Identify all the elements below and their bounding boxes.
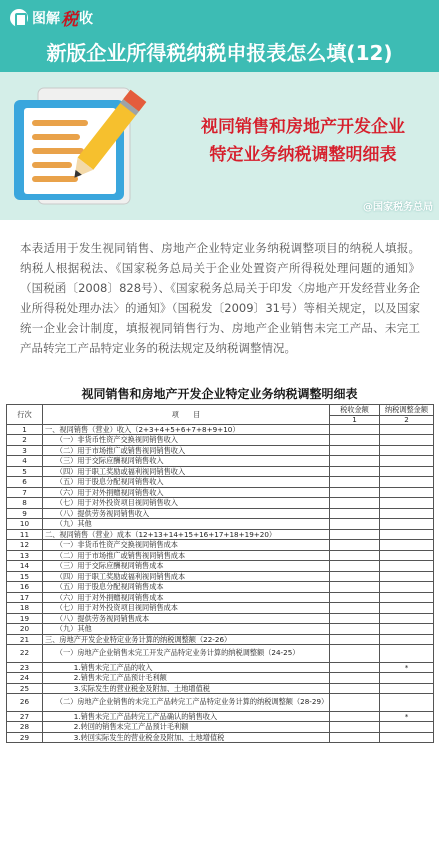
row-item: （七）用于对外投资项目视同销售成本 — [43, 603, 330, 614]
row-tax-amount — [330, 487, 380, 498]
row-number: 20 — [7, 624, 43, 635]
table-row — [7, 634, 434, 645]
table-area — [6, 384, 433, 743]
row-number: 9 — [7, 508, 43, 519]
row-adjust-amount — [380, 613, 434, 624]
row-tax-amount — [330, 445, 380, 456]
row-item: 2.销售未完工产品预计毛利额 — [43, 673, 330, 684]
row-number: 23 — [7, 662, 43, 673]
row-adjust-amount — [380, 498, 434, 509]
row-number: 15 — [7, 571, 43, 582]
row-number: 28 — [7, 722, 43, 733]
table-row — [7, 550, 434, 561]
row-item: 3.转回实际发生的营业税金及附加、土地增值税 — [43, 732, 330, 743]
row-item: （一）非货币性资产交换视同销售成本 — [43, 540, 330, 551]
row-number: 18 — [7, 603, 43, 614]
table-row — [7, 508, 434, 519]
row-tax-amount — [330, 582, 380, 593]
table-row — [7, 662, 434, 673]
row-number: 13 — [7, 550, 43, 561]
brand-logo — [10, 5, 93, 30]
row-adjust-amount — [380, 466, 434, 477]
table-row — [7, 711, 434, 722]
row-tax-amount — [330, 498, 380, 509]
row-item: 二、视同销售（营业）成本（12+13+14+15+16+17+18+19+20） — [43, 529, 330, 540]
row-number: 26 — [7, 694, 43, 712]
row-tax-amount — [330, 645, 380, 663]
row-tax-amount — [330, 571, 380, 582]
title-band — [0, 30, 439, 72]
row-number: 10 — [7, 519, 43, 530]
row-tax-amount — [330, 732, 380, 743]
row-adjust-amount — [380, 582, 434, 593]
row-adjust-amount — [380, 529, 434, 540]
row-tax-amount — [330, 592, 380, 603]
row-number: 4 — [7, 456, 43, 467]
table-header-row — [7, 405, 434, 416]
row-tax-amount — [330, 683, 380, 694]
table-row — [7, 673, 434, 684]
table-row — [7, 519, 434, 530]
row-adjust-amount — [380, 694, 434, 712]
row-tax-amount — [330, 634, 380, 645]
row-item: （九）其他 — [43, 624, 330, 635]
table-row — [7, 456, 434, 467]
row-number: 7 — [7, 487, 43, 498]
row-adjust-amount — [380, 456, 434, 467]
row-number: 16 — [7, 582, 43, 593]
table-row — [7, 732, 434, 743]
table-row — [7, 592, 434, 603]
row-tax-amount — [330, 529, 380, 540]
row-item: （五）用于股息分配视同销售收入 — [43, 477, 330, 488]
row-item: （八）提供劳务视同销售收入 — [43, 508, 330, 519]
table-row — [7, 561, 434, 572]
row-tax-amount — [330, 466, 380, 477]
row-tax-amount — [330, 477, 380, 488]
row-number: 21 — [7, 634, 43, 645]
row-item: （二）用于市场推广或销售视同销售收入 — [43, 445, 330, 456]
row-adjust-amount — [380, 477, 434, 488]
col-header-adjust: 纳税调整金额 — [380, 405, 434, 416]
row-number: 25 — [7, 683, 43, 694]
row-number: 8 — [7, 498, 43, 509]
row-number: 27 — [7, 711, 43, 722]
row-adjust-amount — [380, 487, 434, 498]
row-adjust-amount — [380, 571, 434, 582]
row-item: 2.转回的销售未完工产品预计毛利额 — [43, 722, 330, 733]
table-row — [7, 613, 434, 624]
row-item: （八）提供劳务视同销售成本 — [43, 613, 330, 624]
table-row — [7, 582, 434, 593]
row-tax-amount — [330, 613, 380, 624]
row-adjust-amount — [380, 732, 434, 743]
row-tax-amount — [330, 624, 380, 635]
row-adjust-amount — [380, 592, 434, 603]
row-adjust-amount — [380, 540, 434, 551]
table-row — [7, 466, 434, 477]
row-tax-amount — [330, 508, 380, 519]
row-item: （一）房地产企业销售未完工开发产品特定业务计算的纳税调整额（24-25） — [43, 645, 330, 663]
row-number: 17 — [7, 592, 43, 603]
row-number: 3 — [7, 445, 43, 456]
logo-suffix: 收 — [79, 10, 93, 27]
row-number: 2 — [7, 435, 43, 446]
row-number: 5 — [7, 466, 43, 477]
row-item: （二）用于市场推广或销售视同销售成本 — [43, 550, 330, 561]
row-item: 1.销售未完工产品转完工产品确认的销售收入 — [43, 711, 330, 722]
watermark: @国家税务总局 — [363, 202, 433, 213]
row-number: 24 — [7, 673, 43, 684]
row-adjust-amount — [380, 634, 434, 645]
row-item: （六）用于对外捐赠视同销售成本 — [43, 592, 330, 603]
logo-badge-icon — [10, 9, 28, 27]
table-row — [7, 529, 434, 540]
table-row — [7, 603, 434, 614]
table-row — [7, 445, 434, 456]
hero-banner — [0, 72, 439, 220]
row-adjust-amount: * — [380, 662, 434, 673]
row-number: 6 — [7, 477, 43, 488]
table-row — [7, 477, 434, 488]
col-index-2: 2 — [380, 415, 434, 424]
row-number: 22 — [7, 645, 43, 663]
row-tax-amount — [330, 561, 380, 572]
row-adjust-amount — [380, 435, 434, 446]
row-item: （二）房地产企业销售的未完工产品转完工产品特定业务计算的纳税调整额（28-29） — [43, 694, 330, 712]
row-item: （四）用于职工奖励或福利视同销售成本 — [43, 571, 330, 582]
intro-paragraph: 本表适用于发生视同销售、房地产企业特定业务纳税调整项目的纳税人填报。纳税人根据税法、《国家税务总局关于企业处置资产所得税处理问题的通知》（国税函〔2008〕828号）、《国家税务总局关于印发〈房地产开发经营业务企业所得税处理办法〉的通知》（国税发〔2009〕31号）等相关规定，以及国家统一企业会计制度，填报视同销售行为、房地产企业销售未完工产品、未完工产品转完工产品特定业务的税法规定及纳税调整情况。 — [20, 241, 420, 355]
table-row — [7, 624, 434, 635]
row-adjust-amount — [380, 603, 434, 614]
row-item: （九）其他 — [43, 519, 330, 530]
row-tax-amount — [330, 722, 380, 733]
page-title: 新版企业所得税纳税申报表怎么填(12) — [46, 40, 393, 65]
table-row — [7, 571, 434, 582]
row-tax-amount — [330, 519, 380, 530]
table-row — [7, 487, 434, 498]
row-tax-amount — [330, 603, 380, 614]
row-item: 三、房地产开发企业特定业务计算的纳税调整额（22-26） — [43, 634, 330, 645]
row-item: （三）用于交际应酬视同销售成本 — [43, 561, 330, 572]
row-adjust-amount — [380, 508, 434, 519]
table-row — [7, 722, 434, 733]
row-item: （四）用于职工奖励或福利视同销售收入 — [43, 466, 330, 477]
row-number: 29 — [7, 732, 43, 743]
row-number: 14 — [7, 561, 43, 572]
row-item: 3.实际发生的营业税金及附加、土地增值税 — [43, 683, 330, 694]
row-number: 11 — [7, 529, 43, 540]
logo-emphasis: 税 — [61, 10, 78, 30]
row-adjust-amount — [380, 561, 434, 572]
col-header-no: 行次 — [7, 405, 43, 425]
row-adjust-amount — [380, 624, 434, 635]
row-tax-amount — [330, 435, 380, 446]
hero-subtitle-line1: 视同销售和房地产开发企业 — [201, 117, 405, 137]
row-adjust-amount — [380, 722, 434, 733]
table-row — [7, 435, 434, 446]
row-item: （七）用于对外投资项目视同销售收入 — [43, 498, 330, 509]
row-item: （五）用于股息分配视同销售成本 — [43, 582, 330, 593]
row-tax-amount — [330, 711, 380, 722]
table-row — [7, 645, 434, 663]
document-pencil-illustration — [10, 82, 155, 208]
table-row — [7, 694, 434, 712]
table-row — [7, 498, 434, 509]
table-row — [7, 540, 434, 551]
logo-prefix: 图解 — [32, 10, 60, 27]
row-number: 1 — [7, 424, 43, 435]
row-adjust-amount — [380, 445, 434, 456]
row-item: （三）用于交际应酬视同销售收入 — [43, 456, 330, 467]
table-row — [7, 424, 434, 435]
row-adjust-amount — [380, 550, 434, 561]
table-title: 视同销售和房地产开发企业特定业务纳税调整明细表 — [81, 387, 358, 401]
row-adjust-amount: * — [380, 711, 434, 722]
row-adjust-amount — [380, 645, 434, 663]
row-item: （一）非货币性资产交换视同销售收入 — [43, 435, 330, 446]
row-tax-amount — [330, 662, 380, 673]
table-row — [7, 683, 434, 694]
row-number: 19 — [7, 613, 43, 624]
row-tax-amount — [330, 550, 380, 561]
row-tax-amount — [330, 694, 380, 712]
row-adjust-amount — [380, 424, 434, 435]
col-header-amount: 税收金额 — [330, 405, 380, 416]
row-adjust-amount — [380, 519, 434, 530]
row-adjust-amount — [380, 683, 434, 694]
row-item: 一、视同销售（营业）收入（2+3+4+5+6+7+8+9+10） — [43, 424, 330, 435]
row-tax-amount — [330, 540, 380, 551]
row-number: 12 — [7, 540, 43, 551]
col-index-1: 1 — [330, 415, 380, 424]
row-item: 1.销售未完工产品的收入 — [43, 662, 330, 673]
col-header-item: 项 目 — [43, 405, 330, 425]
row-tax-amount — [330, 456, 380, 467]
row-tax-amount — [330, 424, 380, 435]
row-item: （六）用于对外捐赠视同销售收入 — [43, 487, 330, 498]
row-tax-amount — [330, 673, 380, 684]
row-adjust-amount — [380, 673, 434, 684]
hero-subtitle-line2: 特定业务纳税调整明细表 — [209, 145, 397, 165]
adjustment-table — [6, 404, 434, 743]
